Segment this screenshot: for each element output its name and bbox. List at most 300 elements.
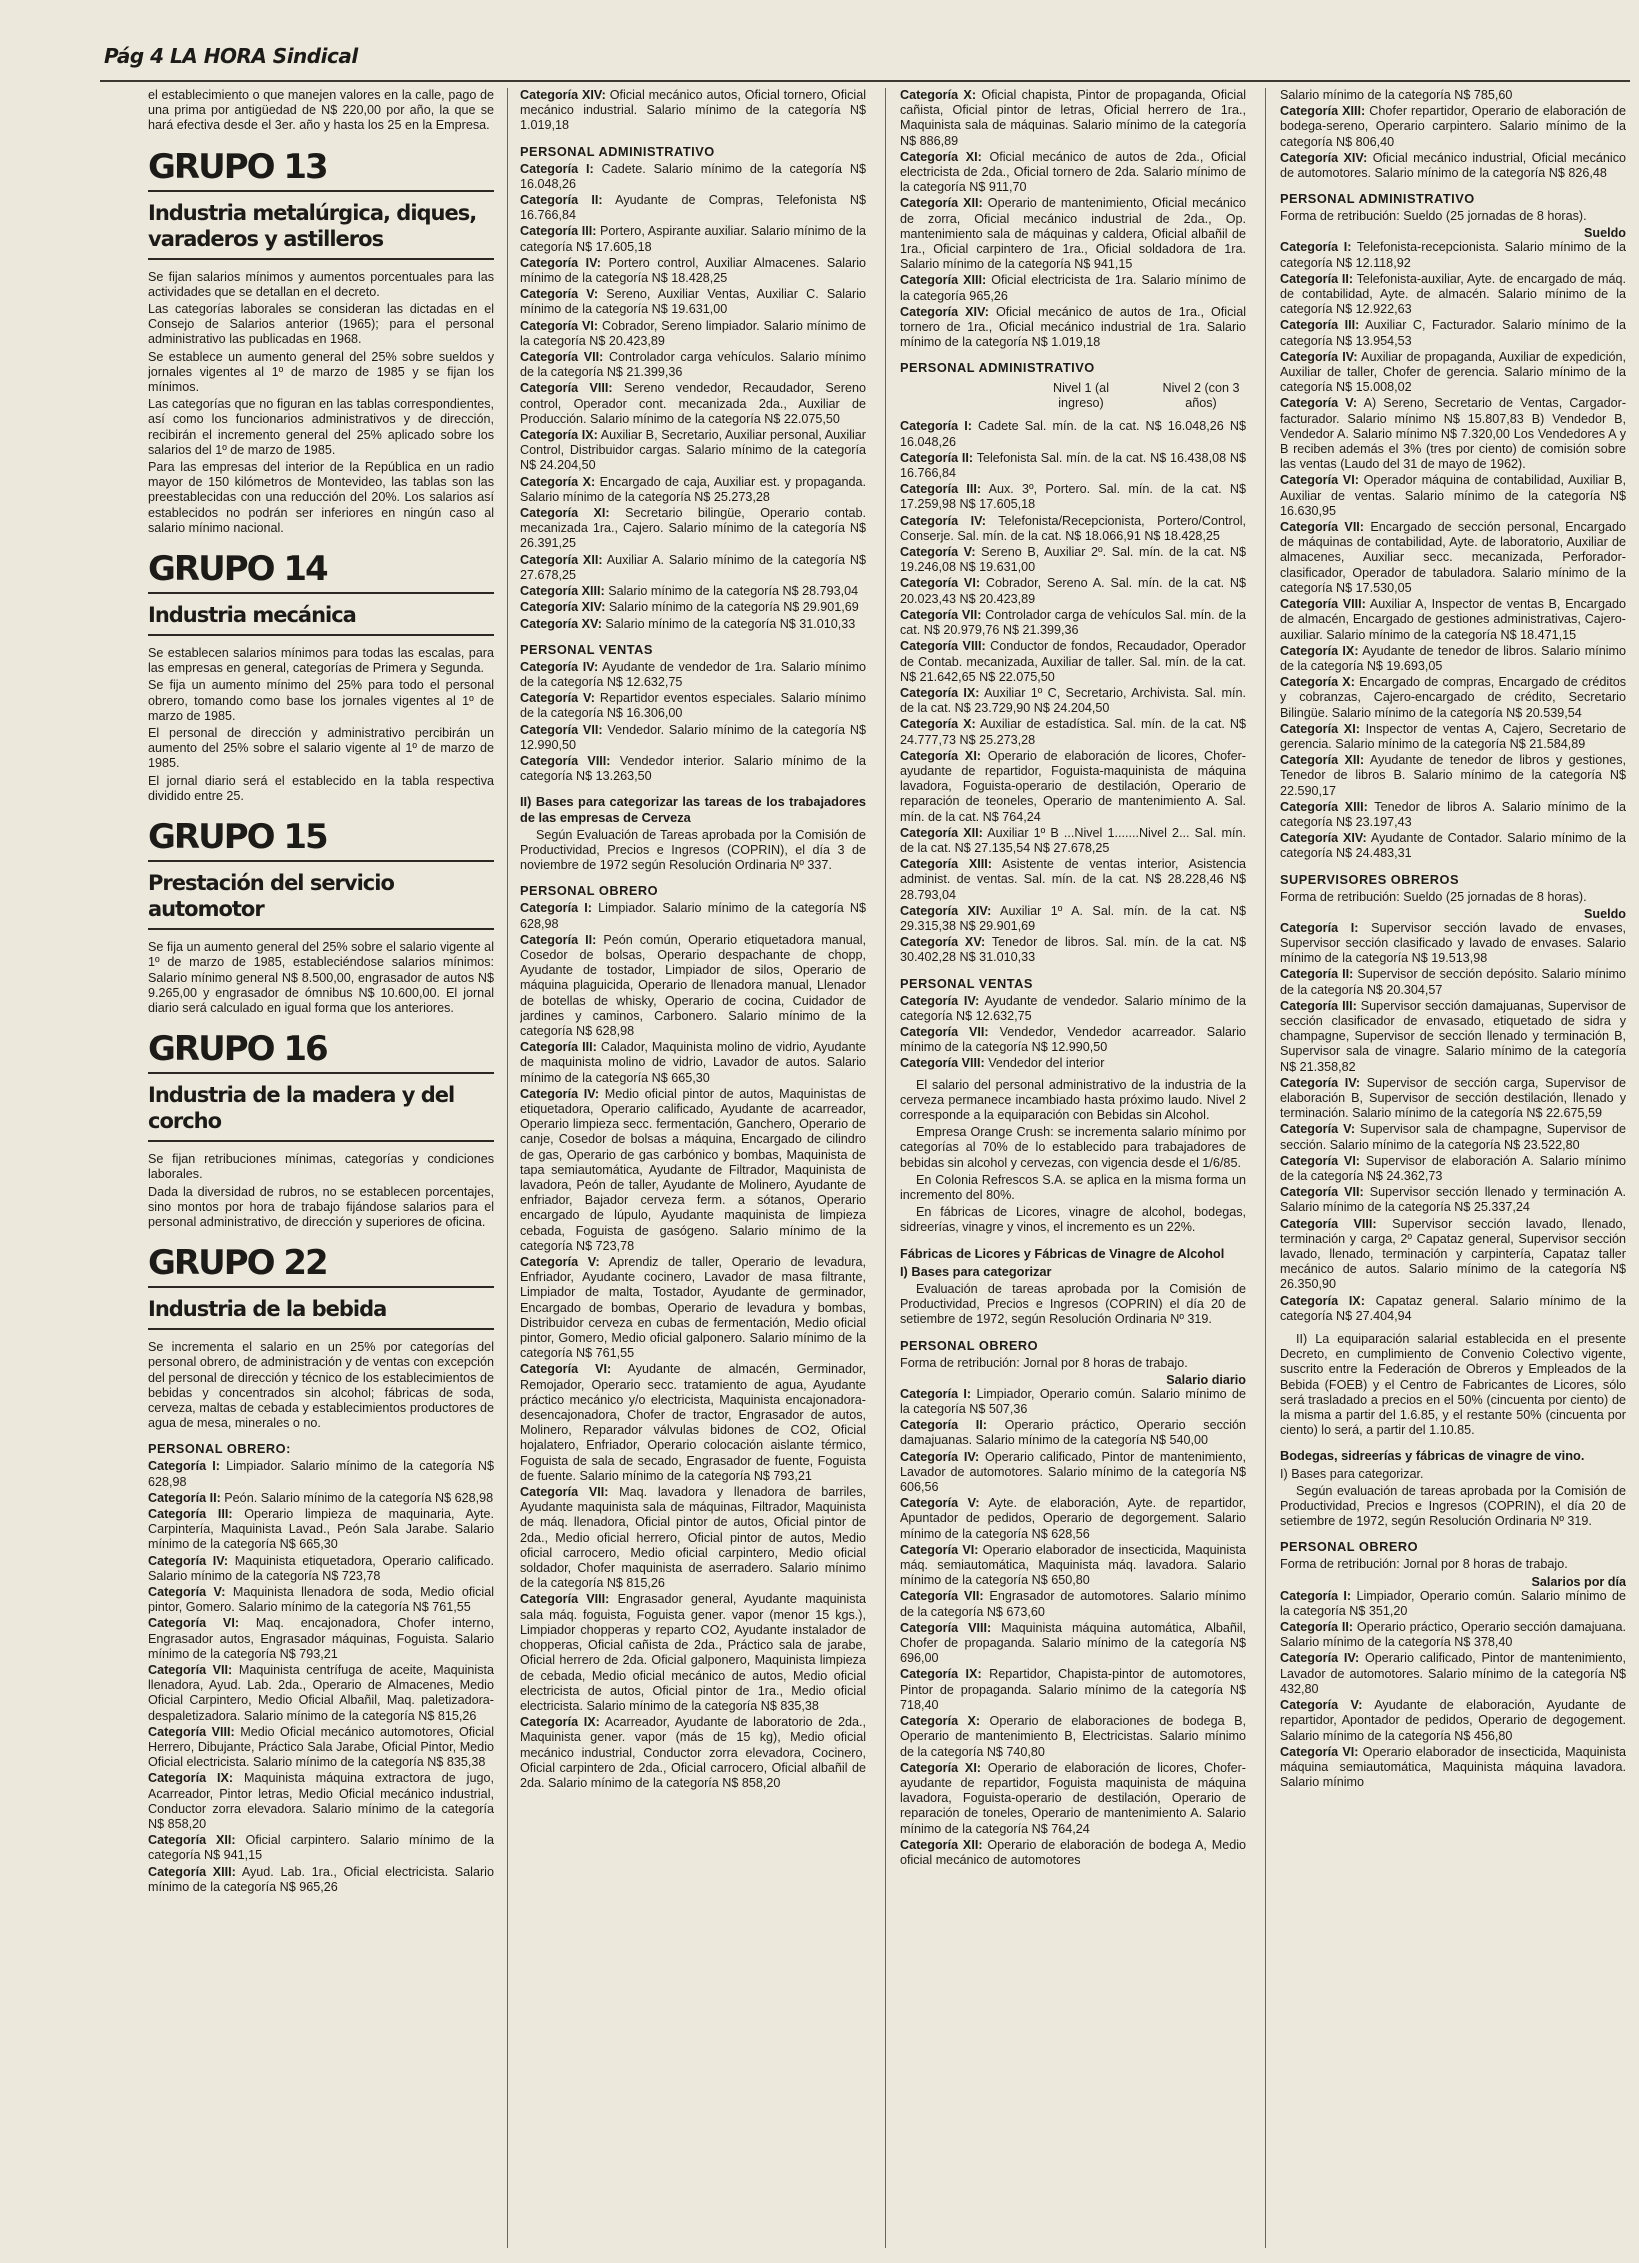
grupo-heading: GRUPO 16 [148,1030,494,1074]
category-label: Categoría XV: [900,935,986,950]
category-label: Categoría VII: [900,1589,984,1604]
category-label: Categoría VI: [148,1616,240,1631]
category-entry [520,319,866,349]
category-label: Categoría XIII: [148,1864,236,1879]
category-label: Categoría II: [1280,271,1354,286]
category-text: Operario limpieza de maquinaria, Ayte. Carpintería, Maquinista Lavad., Peón Sala Jarabe. Salario mínimo de la categoría N$ 665,30 [148,1506,494,1552]
category-text: Sereno B, Auxiliar 2º. Sal. mín. de la cat. N$ 19.246,08 N$ 19.631,00 [900,545,1246,575]
category-text: Supervisor sala de champagne, Supervisor de sección. Salario mínimo de la categoría N$ 23.522,80 [1280,1122,1626,1152]
category-label: Categoría V: [148,1584,226,1599]
nivel-2-header: Nivel 2 (con 3 años) [1162,381,1240,411]
category-label: Categoría V: [1280,396,1358,411]
category-text: Encargado de caja, Auxiliar est. y propaganda. Salario mínimo de la categoría N$ 25.273,28 [520,474,866,504]
category-label: Categoría XIV: [1280,831,1367,846]
category-text: Cadete Sal. mín. de la cat. N$ 16.048,26 N$ 16.048,26 [900,419,1246,449]
category-text: Repartidor eventos especiales. Salario mínimo de la categoría N$ 16.306,00 [520,691,866,721]
section-heading: PERSONAL VENTAS [900,975,1033,991]
category-entry [520,193,866,223]
category-text: Auxiliar 1º C, Secretario, Archivista. Sal. mín. de la cat. N$ 23.729,90 N$ 24.204,50 [900,685,1246,716]
page-header: Pág 4 LA HORA Sindical [104,44,358,68]
category-text: Tenedor de libros A. Salario mínimo de la categoría N$ 23.197,43 [1280,799,1626,829]
category-text: Maq. lavadora y llenadora de barriles, Ayudante maquinista sala de máquinas, Filtrador, Maquinista de máq. llenadora, Oficial pintor de autos, Oficial pintor de 2da., Medio oficial herrero, Oficial pintor de autos, Medio oficial carrocero, Medio oficial carpintero, Medio oficial soldador, Chofer maquinista de aserradero. Salario mínimo de la categoría N$ 815,26 [520,1485,866,1591]
section-heading: SUPERVISORES OBREROS [1280,871,1460,887]
category-text: Engrasador de automotores. Salario mínimo de la categoría N$ 673,60 [900,1589,1246,1619]
bodegas-subheading: I) Bases para categorizar. [1280,1466,1424,1481]
category-text: Aux. 3º, Portero. Sal. mín. de la cat. N$ 17.259,98 N$ 17.605,18 [900,482,1246,512]
category-label: Categoría XIV: [1280,150,1368,165]
category-entry [1280,1651,1626,1697]
category-text: Vendedor. Salario mínimo de la categoría N$ 12.990,50 [520,722,866,752]
category-label: Categoría V: [900,1496,980,1511]
category-text: Oficial mecánico de autos de 2da., Oficial electricista de 2da., Oficial tornero de 2da. Salario mínimo de la categoría N$ 911,70 [900,149,1246,195]
category-text: Repartidor, Chapista-pintor de automotores, Pintor de propaganda. Salario mínimo de la categoría N$ 718,40 [900,1667,1246,1712]
category-text: Maquinista etiquetadora, Operario calificado. Salario mínimo de la categoría N$ 723,78 [148,1553,494,1583]
category-label: Categoría III: [1280,998,1357,1013]
category-text: Controlador carga vehículos. Salario mínimo de la categoría N$ 21.399,36 [520,350,866,380]
category-entry [900,305,1246,351]
paragraph: Se incrementa el salario en un 25% por categorías del personal obrero, de administración y de ventas con excepción del personal de dirección y técnico de los establecimientos de bebidas y concentrados sin alcohol; fábricas de soda, cerveza, maltas de cebada y establecimientos productores de agua de mesa, minerales o no. [148,1340,494,1431]
category-entry [900,1450,1246,1496]
category-text: Ayudante de Contador. Salario mínimo de la categoría N$ 24.483,31 [1280,831,1626,861]
nivel-headers [900,381,1246,411]
category-entry [900,1667,1246,1713]
category-label: Categoría XIII: [1280,104,1366,119]
category-entry [520,660,866,690]
category-list [1280,921,1626,1324]
grupo-22 [148,1244,494,1895]
category-text: Auxiliar de estadística. Sal. mín. de la cat. N$ 24.777,73 N$ 25.273,28 [900,717,1246,747]
category-entry [520,1087,866,1254]
category-label: Categoría IV: [900,993,980,1008]
category-label: Categoría I: [520,901,592,916]
category-text: Ayudante de tenedor de libros. Salario mínimo de la categoría N$ 19.693,05 [1280,643,1626,673]
forma-retribucion: Forma de retribución: Jornal por 8 horas de trabajo. [900,1355,1188,1370]
category-label: Categoría XII: [900,825,983,840]
category-entry [900,935,1246,965]
paragraph: El salario del personal administrativo de la industria de la cerveza permanece incambiado hasta próximo laudo. Nivel 2 corresponde a la equiparación con Bebidas sin Alcohol. [900,1077,1246,1122]
category-text: Vendedor interior. Salario mínimo de la categoría N$ 13.263,50 [520,753,866,784]
category-label: Categoría IV: [1280,1075,1361,1090]
grupo-13 [148,148,494,536]
category-label: Categoría IV: [900,513,986,528]
category-label: Categoría VIII: [520,1592,610,1607]
grupo-heading: GRUPO 14 [148,550,494,594]
category-text: Oficial mecánico industrial, Oficial mecánico de automotores. Salario mínimo de la categoría N$ 826,48 [1280,150,1626,181]
category-text: Chofer repartidor, Operario de elaboración de bodega-sereno, Operario carpintero. Salario mínimo de la categoría N$ 806,40 [1280,104,1626,149]
category-entry [520,617,866,632]
category-entry [900,1025,1246,1055]
forma-retribucion: Forma de retribución: Sueldo (25 jornadas de 8 horas). [1280,889,1587,904]
section-heading: PERSONAL OBRERO [520,883,659,899]
paragraph: Se fijan retribuciones mínimas, categorías y condiciones laborales. [148,1152,494,1182]
category-label: Categoría IX: [148,1771,234,1786]
column-1 [148,88,494,2248]
licores-subheading: I) Bases para categorizar [900,1263,1052,1279]
category-text: Oficial electricista de 1ra. Salario mínimo de la categoría 965,26 [900,273,1246,303]
section-heading: PERSONAL ADMINISTRATIVO [900,360,1095,376]
category-label: Categoría VIII: [900,1056,985,1071]
category-entry [148,1725,494,1771]
paragraph: El personal de dirección y administrativo percibirán un aumento del 25% sobre el salario vigente al 1º de marzo de 1985. [148,726,494,771]
category-text: Medio Oficial mecánico automotores, Oficial Herrero, Dibujante, Práctico Sala Jarabe, Oficial Pintor, Medio Oficial electricista. Salario mínimo de la categoría N$ 835,38 [148,1724,494,1770]
grupo-title: Industria metalúrgica, diques, varaderos y astilleros [148,200,494,260]
category-label: Categoría IV: [520,659,599,674]
category-entry [900,639,1246,685]
category-text: Medio oficial pintor de autos, Maquinistas de etiquetadora, Operario calificado, Ayudante de acarreador, Operario limpieza secc. fermentación, Ganchero, Operario de canje, Cosedor de bolsas a máquina, Encargado de cilindro de gas, Operario de gas carbónico y bombas, Maquinista de tapa semiautomática, Ayudante de Filtrador, Maquinista de lavadora, Peón de taller, Ayudante de Molinero, Ayudante de enfriador, Bajador cerveza ferm. a sótanos, Operario encargado de lúpulo, Ayudante maquinista de limpieza cebada, Foguista de gasógeno. Salario mínimo de la categoría N$ 723,78 [520,1086,866,1253]
column-4 [1280,88,1626,2248]
category-entry [520,553,866,583]
section-heading: PERSONAL ADMINISTRATIVO [1280,191,1475,207]
category-label: Categoría VIII: [900,1620,992,1635]
category-text: Operario de mantenimiento, Oficial mecánico de zorra, Oficial mecánico industrial de 2da., Op. mantenimiento sala de máquinas y caldera, Oficial albañil de 1ra., Oficial carpintero de 1ra., Oficial soldadora de 1ra. Salario mínimo de la categoría N$ 941,15 [900,196,1246,272]
category-label: Categoría XII: [900,1837,983,1852]
category-text: Inspector de ventas A, Cajero, Secretario de gerencia. Salario mínimo de la categoría N$ 21.584,89 [1280,721,1626,751]
paragraph: Se fijan salarios mínimos y aumentos porcentuales para las actividades que se detallan en el decreto. [148,269,494,299]
category-entry [1280,675,1626,721]
category-text: Sereno vendedor, Recaudador, Sereno control, Operador cont. mecanizada 2da., Auxiliar de Producción. Salario mínimo de la categoría N$ 22.075,50 [520,381,866,426]
category-list [520,162,866,632]
section-heading: PERSONAL OBRERO [900,1337,1039,1353]
category-text: Auxiliar A. Salario mínimo de la categoría N$ 27.678,25 [520,552,866,582]
category-text: Oficial mecánico autos, Oficial tornero, Oficial mecánico industrial. Salario mínimo de la categoría N$ 1.019,18 [520,88,866,133]
paragraph: Las categorías laborales se consideran las dictadas en el Consejo de Salarios anterior (1965); para el personal administrativo las publicadas en 1968. [148,302,494,347]
category-label: Categoría IX: [900,1667,982,1682]
category-text: Maquinista máquina automática, Albañil, Chofer de propaganda. Salario mínimo de la categoría N$ 696,00 [900,1620,1246,1666]
category-entry [900,1838,1246,1868]
category-label: Categoría IV: [148,1553,229,1568]
category-label: Categoría VI: [1280,1744,1359,1759]
column-divider [1265,88,1266,2248]
category-label: Categoría III: [1280,318,1360,333]
category-text: Operario de elaboración de licores, Chofer-ayudante de repartidor, Foguista-maquinista de máquina lavadora, Foguista-operario de destilación, Operario de reparación de teoneles, Operario de mantenimiento A. Sal. mín. de la cat. N$ 764,24 [900,748,1246,824]
grupo-heading: GRUPO 22 [148,1244,494,1288]
category-list [900,419,1246,965]
grupo-title: Industria mecánica [148,602,494,636]
section-heading: PERSONAL OBRERO: [148,1441,291,1457]
column-label: Sueldo [1584,226,1626,241]
category-entry [1280,1217,1626,1293]
category-entry [520,1485,866,1591]
category-entry [520,475,866,505]
category-entry [1280,240,1626,270]
intro-paragraph: el establecimiento o que manejen valores en la calle, pago de una prima por antigüedad de N$ 220,00 por año, la que se hará efectiva desde el 3er. año y hasta los 25 en la Empresa. [148,88,494,133]
category-entry [1280,88,1626,103]
category-entry [1280,597,1626,643]
category-entry [900,273,1246,303]
category-label: Categoría III: [900,482,982,497]
category-text: Sereno, Auxiliar Ventas, Auxiliar C. Salario mínimo de la categoría N$ 19.631,00 [520,287,866,317]
category-text: Engrasador general, Ayudante maquinista sala máq. foguista, Foguista gener. vapor (menor 15 kgs.), Limpiador chopperas y reparto CO2, Ayudante instalador de chopperas, Oficial cañista de 2da., Práctico sala de jarabe, Oficial herrero de 2da. Oficial galponero, Maquinista limpieza de cebada, Medio oficial mecánico de autos, Medio oficial electricista de autos, Oficial pintor de 1ra., Medio oficial electricista. Salario mínimo de la categoría N$ 835,38 [520,1592,866,1713]
category-text: Auxiliar B, Secretario, Auxiliar personal, Auxiliar Control, Distribuidor cargas. Salario mínimo de la categoría N$ 24.204,50 [520,428,866,473]
category-text: Peón común, Operario etiquetadora manual, Cosedor de bolsas, Operario despachante de chopp, Ayudante de tostador, Limpiador de silos, Operario de máquina plaguicida, Operario de llenadora manual, Llenador de botellas de whisky, Operario de cocina, Cuidador de jardines y caminos, Carbonero. Salario mínimo de la categoría N$ 628,98 [520,932,866,1038]
category-label: Categoría VII: [520,1485,609,1500]
category-label: Categoría VII: [1280,520,1365,535]
column-3 [900,88,1246,2248]
paragraph: Dada la diversidad de rubros, no se establecen porcentajes, sino montos por hora de trabajo fijándose salarios para el personal administrativo, de dirección y superiores de oficina. [148,1184,494,1229]
category-entry [520,691,866,721]
paragraph: El jornal diario será el establecido en la tabla respectiva dividido entre 25. [148,773,494,803]
category-text: Ayudante de Compras, Telefonista N$ 16.766,84 [520,193,866,223]
category-text: Limpiador, Operario común. Salario mínimo de la categoría N$ 507,36 [900,1386,1246,1417]
category-text: Salario mínimo de la categoría N$ 28.793,04 [608,584,859,599]
category-label: Categoría VIII: [900,639,986,654]
category-label: Categoría IV: [900,1449,980,1464]
category-text: Telefonista Sal. mín. de la cat. N$ 16.438,08 N$ 16.766,84 [900,450,1246,481]
grupo-heading: GRUPO 15 [148,818,494,862]
category-text: Operario calificado, Pintor de mantenimiento, Lavador de automotores. Salario mínimo de la categoría N$ 432,80 [1280,1651,1626,1696]
category-label: Categoría VII: [520,350,604,365]
category-label: Categoría XI: [900,748,982,763]
category-entry [520,381,866,427]
category-text: Encargado de sección personal, Encargado de máquinas de contabilidad, Ayte. de laboratorio, Auxiliar de almacenes, Auxiliar secc. mecanizada, Perforador-clasificador, Operador de tabuladora. Salario mínimo de la categoría N$ 17.530,05 [1280,520,1626,595]
category-entry [520,901,866,931]
category-label: Categoría XI: [900,149,982,164]
category-text: Cobrador, Sereno A. Sal. mín. de la cat. N$ 20.023,43 N$ 20.423,89 [900,576,1246,606]
category-label: Categoría I: [520,161,594,176]
category-label: Categoría VI: [900,1542,979,1557]
category-entry [1280,151,1626,181]
category-label: Categoría II: [148,1490,221,1505]
paragraph: Según evaluación de tareas aprobada por la Comisión de Productividad, Precios e Ingresos (COPRIN), el día 20 de setiembre de 1972, según Resolución Ordinaria Nº 319. [1280,1483,1626,1529]
category-text: Peón. Salario mínimo de la categoría N$ 628,98 [224,1490,494,1505]
category-text: Asistente de ventas interior, Asistencia administ. de ventas. Sal. mín. de la cat. N$ 28.228,46 N$ 28.793,04 [900,857,1246,902]
category-text: Oficial chapista, Pintor de propaganda, Oficial cañista, Oficial pintor de letras, Oficial herrero de 1ra., Maquinista sala de máquinas. Salario mínimo de la categoría N$ 886,89 [900,88,1246,148]
category-text: Ayud. Lab. 1ra., Oficial electricista. Salario mínimo de la categoría N$ 965,26 [148,1864,494,1894]
section-heading: PERSONAL ADMINISTRATIVO [520,143,715,159]
category-list [1280,88,1626,181]
category-entry [520,88,866,134]
category-text: Ayudante de almacén, Germinador, Remojador, Operario secc. tratamiento de agua, Ayudante práctico mecánico y/o electricista, Maquinista encajonadora-desencajonadora, Chofer de tractor, Engrasador de autos, Molinero, Reparador válvulas bidones de CO2, Oficial hojalatero, Enfriador, Operario colocación aislante térmico, Foguista de sala de secado, Engrasador de fuente, Foguista de fuente. Salario mínimo de la categoría N$ 793,21 [520,1362,866,1483]
category-text: Limpiador. Salario mínimo de la categoría N$ 628,98 [520,901,866,931]
paragraph: II) La equiparación salarial establecida en el presente Decreto, en cumplimiento de Convenio Colectivo vigente, suscrito entre la Federación de Obreros y Empleados de la Bebida (FOEB) y el Centro de Fabricantes de Licores, sólo será trasladado a precios en el 50% (cincuenta por ciento) de la misma a partir del 1.6.85, y el restante 50% (cincuenta por ciento) lo será, a partir del 1.10.85. [1280,1332,1626,1438]
column-divider [885,88,886,2248]
category-text: Operario práctico, Operario sección damajuanas. Salario mínimo de la categoría N$ 540,00 [900,1418,1246,1448]
category-entry [900,1056,1246,1071]
column-2 [520,88,866,2248]
category-text: Operario de elaboración de licores, Chofer-ayudante de repartidor, Foguista maquinista de máquina lavadora, Foguista-operario de destilación, Operario de reparación de toneles, Operario de mantenimiento A. Salario mínimo de la categoría N$ 764,24 [900,1760,1246,1836]
category-label: Categoría XI: [900,1760,982,1775]
category-entry [148,1865,494,1895]
category-text: Secretario bilingüe, Operario contab. mecanizada 1ra., Cajero. Salario mínimo de la categoría N$ 26.391,25 [520,506,866,551]
category-label: Categoría X: [900,88,977,102]
category-list [148,1459,494,1895]
category-text: Maquinista centrífuga de aceite, Maquinista llenadora, Ayud. Lab. 2da., Operario de Almacenes, Medio Oficial Carpintero, Medio Oficial Albañil, Maq. paletizadora-despaletizadora. Salario mínimo de la categoría N$ 815,26 [148,1662,494,1723]
category-list [1280,240,1626,861]
category-entry [1280,644,1626,674]
category-entry [148,1585,494,1615]
category-entry [1280,318,1626,348]
category-label: Categoría VIII: [1280,597,1366,612]
category-text: Limpiador, Operario común. Salario mínimo de la categoría N$ 351,20 [1280,1588,1626,1618]
category-label: Categoría XII: [520,552,603,567]
category-text: Maquinista máquina extractora de jugo, Acarreador, Pintor letras, Medio Oficial mecánico industrial, Conductor zorra elevadora. Salario mínimo de la categoría N$ 858,20 [148,1771,494,1832]
category-entry [520,584,866,599]
paragraph: Se fija un aumento general del 25% sobre el salario vigente al 1º de marzo de 1985, estableciéndose salarios mínimos: Salario mínimo general N$ 8.500,00, engrasador de autos N$ 9.265,00 y engrasador de ómnibus N$ 10.600,00. El jornal diario será calculado en igual forma que los anteriores. [148,940,494,1015]
category-text: Vendedor del interior [988,1056,1105,1071]
category-label: Categoría VI: [520,318,599,333]
category-entry [520,287,866,317]
category-entry [900,419,1246,449]
category-entry [1280,831,1626,861]
category-text: Oficial mecánico de autos de 1ra., Oficial tornero de 1ra., Oficial mecánico industrial de 1ra. Salario mínimo de la categoría N$ 1.019,18 [900,304,1246,350]
category-entry [148,1663,494,1724]
category-entry [148,1554,494,1584]
category-label: Categoría II: [900,1418,987,1433]
category-text: Supervisor sección lavado de envases, Supervisor sección clasificado y lavado de envases. Salario mínimo de la categoría N$ 19.513,98 [1280,920,1626,966]
category-entry [520,1362,866,1484]
category-label: Categoría III: [148,1506,233,1521]
category-entry [148,1833,494,1863]
category-text: Auxiliar de propaganda, Auxiliar de expedición, Auxiliar de taller, Chofer de gerencia. Salario mínimo de la categoría N$ 15.008,02 [1280,349,1626,395]
licores-heading: Fábricas de Licores y Fábricas de Vinagre de Alcohol [900,1245,1225,1261]
category-label: Categoría I: [1280,1588,1352,1603]
category-text: Calador, Maquinista molino de vidrio, Ayudante de maquinista molino de vidrio, Lavador de autos. Salario mínimo de la categoría N$ 665,30 [520,1040,866,1085]
category-label: Categoría IX: [900,685,980,700]
category-entry [900,514,1246,544]
category-text: Vendedor, Vendedor acarreador. Salario mínimo de la categoría N$ 12.990,50 [900,1024,1246,1055]
category-entry [520,506,866,552]
category-label: Categoría II: [1280,967,1354,982]
category-text: Capataz general. Salario mínimo de la categoría N$ 27.404,94 [1280,1293,1626,1323]
category-text: Supervisor de sección depósito. Salario mínimo de la categoría N$ 20.304,57 [1280,967,1626,997]
category-label: Categoría III: [520,1040,597,1055]
category-entry [1280,1294,1626,1324]
category-entry [1280,1185,1626,1215]
category-list [520,901,866,1791]
category-entry [148,1616,494,1662]
category-entry [1280,520,1626,596]
category-entry [900,1543,1246,1589]
category-label: Categoría XIV: [520,88,606,102]
category-label: Categoría III: [520,224,597,239]
column-divider [507,88,508,2248]
category-entry [1280,1589,1626,1619]
category-label: Categoría IX: [1280,1293,1365,1308]
category-text: Operario de elaboración de bodega A, Medio oficial mecánico de automotores [900,1837,1246,1867]
category-text: Supervisor sección llenado y terminación A. Salario mínimo de la categoría N$ 25.337,24 [1280,1185,1626,1215]
category-text: Ayudante de elaboración, Ayudante de repartidor, Apontador de pedidos, Operario de degogement. Salario mínimo de la categoría N$ 456,80 [1280,1698,1626,1743]
category-entry [1280,1620,1626,1650]
category-entry [520,350,866,380]
category-entry [900,994,1246,1024]
category-label: Categoría IV: [520,255,601,270]
category-label: Categoría I: [1280,240,1352,255]
category-text: Supervisor de sección carga, Supervisor de elaboración B, Supervisor de sección destilación, llenado y terminación. Salario mínimo de la categoría N$ 22.675,59 [1280,1075,1626,1121]
category-label: Categoría XIV: [900,304,989,319]
section-heading: PERSONAL VENTAS [520,641,653,657]
category-text: Oficial carpintero. Salario mínimo de la categoría N$ 941,15 [148,1833,494,1863]
category-label: Categoría VII: [148,1662,233,1677]
category-label: Categoría I: [900,419,972,434]
category-label: Categoría II: [520,932,597,947]
category-label: Categoría I: [148,1459,220,1474]
category-entry [148,1491,494,1506]
category-entry [520,1592,866,1714]
category-entry [520,723,866,753]
category-label: Categoría I: [900,1386,972,1401]
category-text: Auxiliar 1º B ...Nivel 1.......Nivel 2... Sal. mín. de la cat. N$ 27.135,54 N$ 27.678,25 [900,825,1246,855]
category-entry [900,482,1246,512]
category-entry [900,1621,1246,1667]
nivel-1-header: Nivel 1 (al ingreso) [1053,381,1109,411]
category-label: Categoría VII: [900,1024,989,1039]
category-entry [1280,921,1626,967]
category-entry [900,686,1246,716]
category-entry [520,754,866,784]
category-entry [900,1496,1246,1542]
category-entry [900,150,1246,196]
category-text: Auxiliar A, Inspector de ventas B, Encargado de almacén, Encargado de gestiones administrativas, Cajero-auxiliar. Salario mínimo de la categoría N$ 18.471,15 [1280,597,1626,642]
category-label: Categoría XII: [1280,753,1365,768]
category-label: Categoría XIII: [900,857,992,872]
category-entry [1280,1698,1626,1744]
category-entry [148,1771,494,1832]
category-text: Ayudante de vendedor. Salario mínimo de la categoría N$ 12.632,75 [900,993,1246,1023]
category-entry [520,224,866,254]
category-label: Categoría XV: [520,616,602,631]
category-text: Conductor de fondos, Recaudador, Operador de Contab. mecanizada, Auxiliar de taller. Sal. mín. de la cat. N$ 21.642,65 N$ 22.075,50 [900,639,1246,684]
category-text: Ayudante de tenedor de libros y gestiones, Tenedor de libros B. Salario mínimo de la categoría N$ 22.590,17 [1280,753,1626,798]
category-text: Salario mínimo de la categoría N$ 29.901,69 [608,600,859,615]
category-label: Categoría VII: [520,722,603,737]
category-text: Salario mínimo de la categoría N$ 785,60 [1280,88,1513,102]
category-text: Auxiliar 1º A. Sal. mín. de la cat. N$ 29.315,38 N$ 29.901,69 [900,903,1246,933]
category-entry [900,857,1246,903]
category-label: Categoría V: [1280,1698,1363,1713]
category-label: Categoría IX: [1280,643,1359,658]
category-label: Categoría X: [520,474,596,489]
paragraph: En Colonia Refrescos S.A. se aplica en la misma forma un incremento del 80%. [900,1172,1246,1202]
paragraph: Empresa Orange Crush: se incrementa salario mínimo por categorías al 70% de lo establecido para trabajadores de bebidas sin alcohol y cervezas, con vigencia desde el 1/6/85. [900,1125,1246,1170]
category-entry [1280,967,1626,997]
category-label: Categoría XIII: [900,273,987,288]
category-entry [900,1761,1246,1837]
category-entry [900,545,1246,575]
category-label: Categoría V: [1280,1122,1356,1137]
category-text: Supervisor sección lavado, llenado, terminación y carga, 2º Capataz general, Supervisor sección lavado, llenado, terminación y carpintería, Capataz taller mecánico de autos. Salario mínimo de la categoría N$ 26.350,90 [1280,1216,1626,1292]
category-label: Categoría II: [1280,1620,1354,1635]
grupo-16 [148,1030,494,1230]
category-label: Categoría IV: [520,1086,600,1101]
category-entry [1280,272,1626,318]
paragraph: Se fija un aumento mínimo del 25% para todo el personal obrero, tomando como base los jornales vigentes al 1º de marzo de 1985. [148,678,494,723]
grupo-title: Industria de la bebida [148,1296,494,1330]
category-label: Categoría VIII: [520,381,613,396]
category-label: Categoría X: [900,717,976,732]
category-label: Categoría VII: [1280,1185,1364,1200]
category-label: Categoría XIV: [520,600,606,615]
category-text: Salario mínimo de la categoría N$ 31.010,33 [605,616,856,631]
category-text: Telefonista/Recepcionista, Portero/Control, Conserje. Sal. mín. de la cat. N$ 18.066,91 N$ 18.428,25 [900,513,1246,543]
forma-retribucion: Forma de retribución: Sueldo (25 jornadas de 8 horas). [1280,209,1587,224]
category-label: Categoría VII: [900,607,982,622]
category-label: Categoría V: [900,545,976,560]
category-label: Categoría IV: [1280,349,1358,364]
category-label: Categoría XIII: [1280,799,1368,814]
category-entry [900,196,1246,272]
category-entry [900,88,1246,149]
category-text: Portero, Aspirante auxiliar. Salario mínimo de la categoría N$ 17.605,18 [520,224,866,254]
category-entry [900,1714,1246,1760]
grupo-15 [148,818,494,1016]
bodegas-heading: Bodegas, sidreerías y fábricas de vinagre de vino. [1280,1448,1585,1464]
paragraph: Según Evaluación de Tareas aprobada por la Comisión de Productividad, Precios e Ingresos (COPRIN), el día 3 de noviembre de 1972 según Resolución Ordinaria Nº 337. [520,827,866,873]
category-entry [1280,999,1626,1075]
category-text: Acarreador, Ayudante de laboratorio de 2da., Maquinista gener. vapor (más de 15 kg), Medio oficial mecánico industrial, Conductor zorra elevadora, Cocinero, Oficial carpintero de 2da., Oficial carrocero, Oficial albañil de 2da. Salario mínimo de la categoría N$ 858,20 [520,1715,866,1790]
category-entry [1280,350,1626,396]
category-entry [1280,1745,1626,1791]
category-entry [1280,1122,1626,1152]
